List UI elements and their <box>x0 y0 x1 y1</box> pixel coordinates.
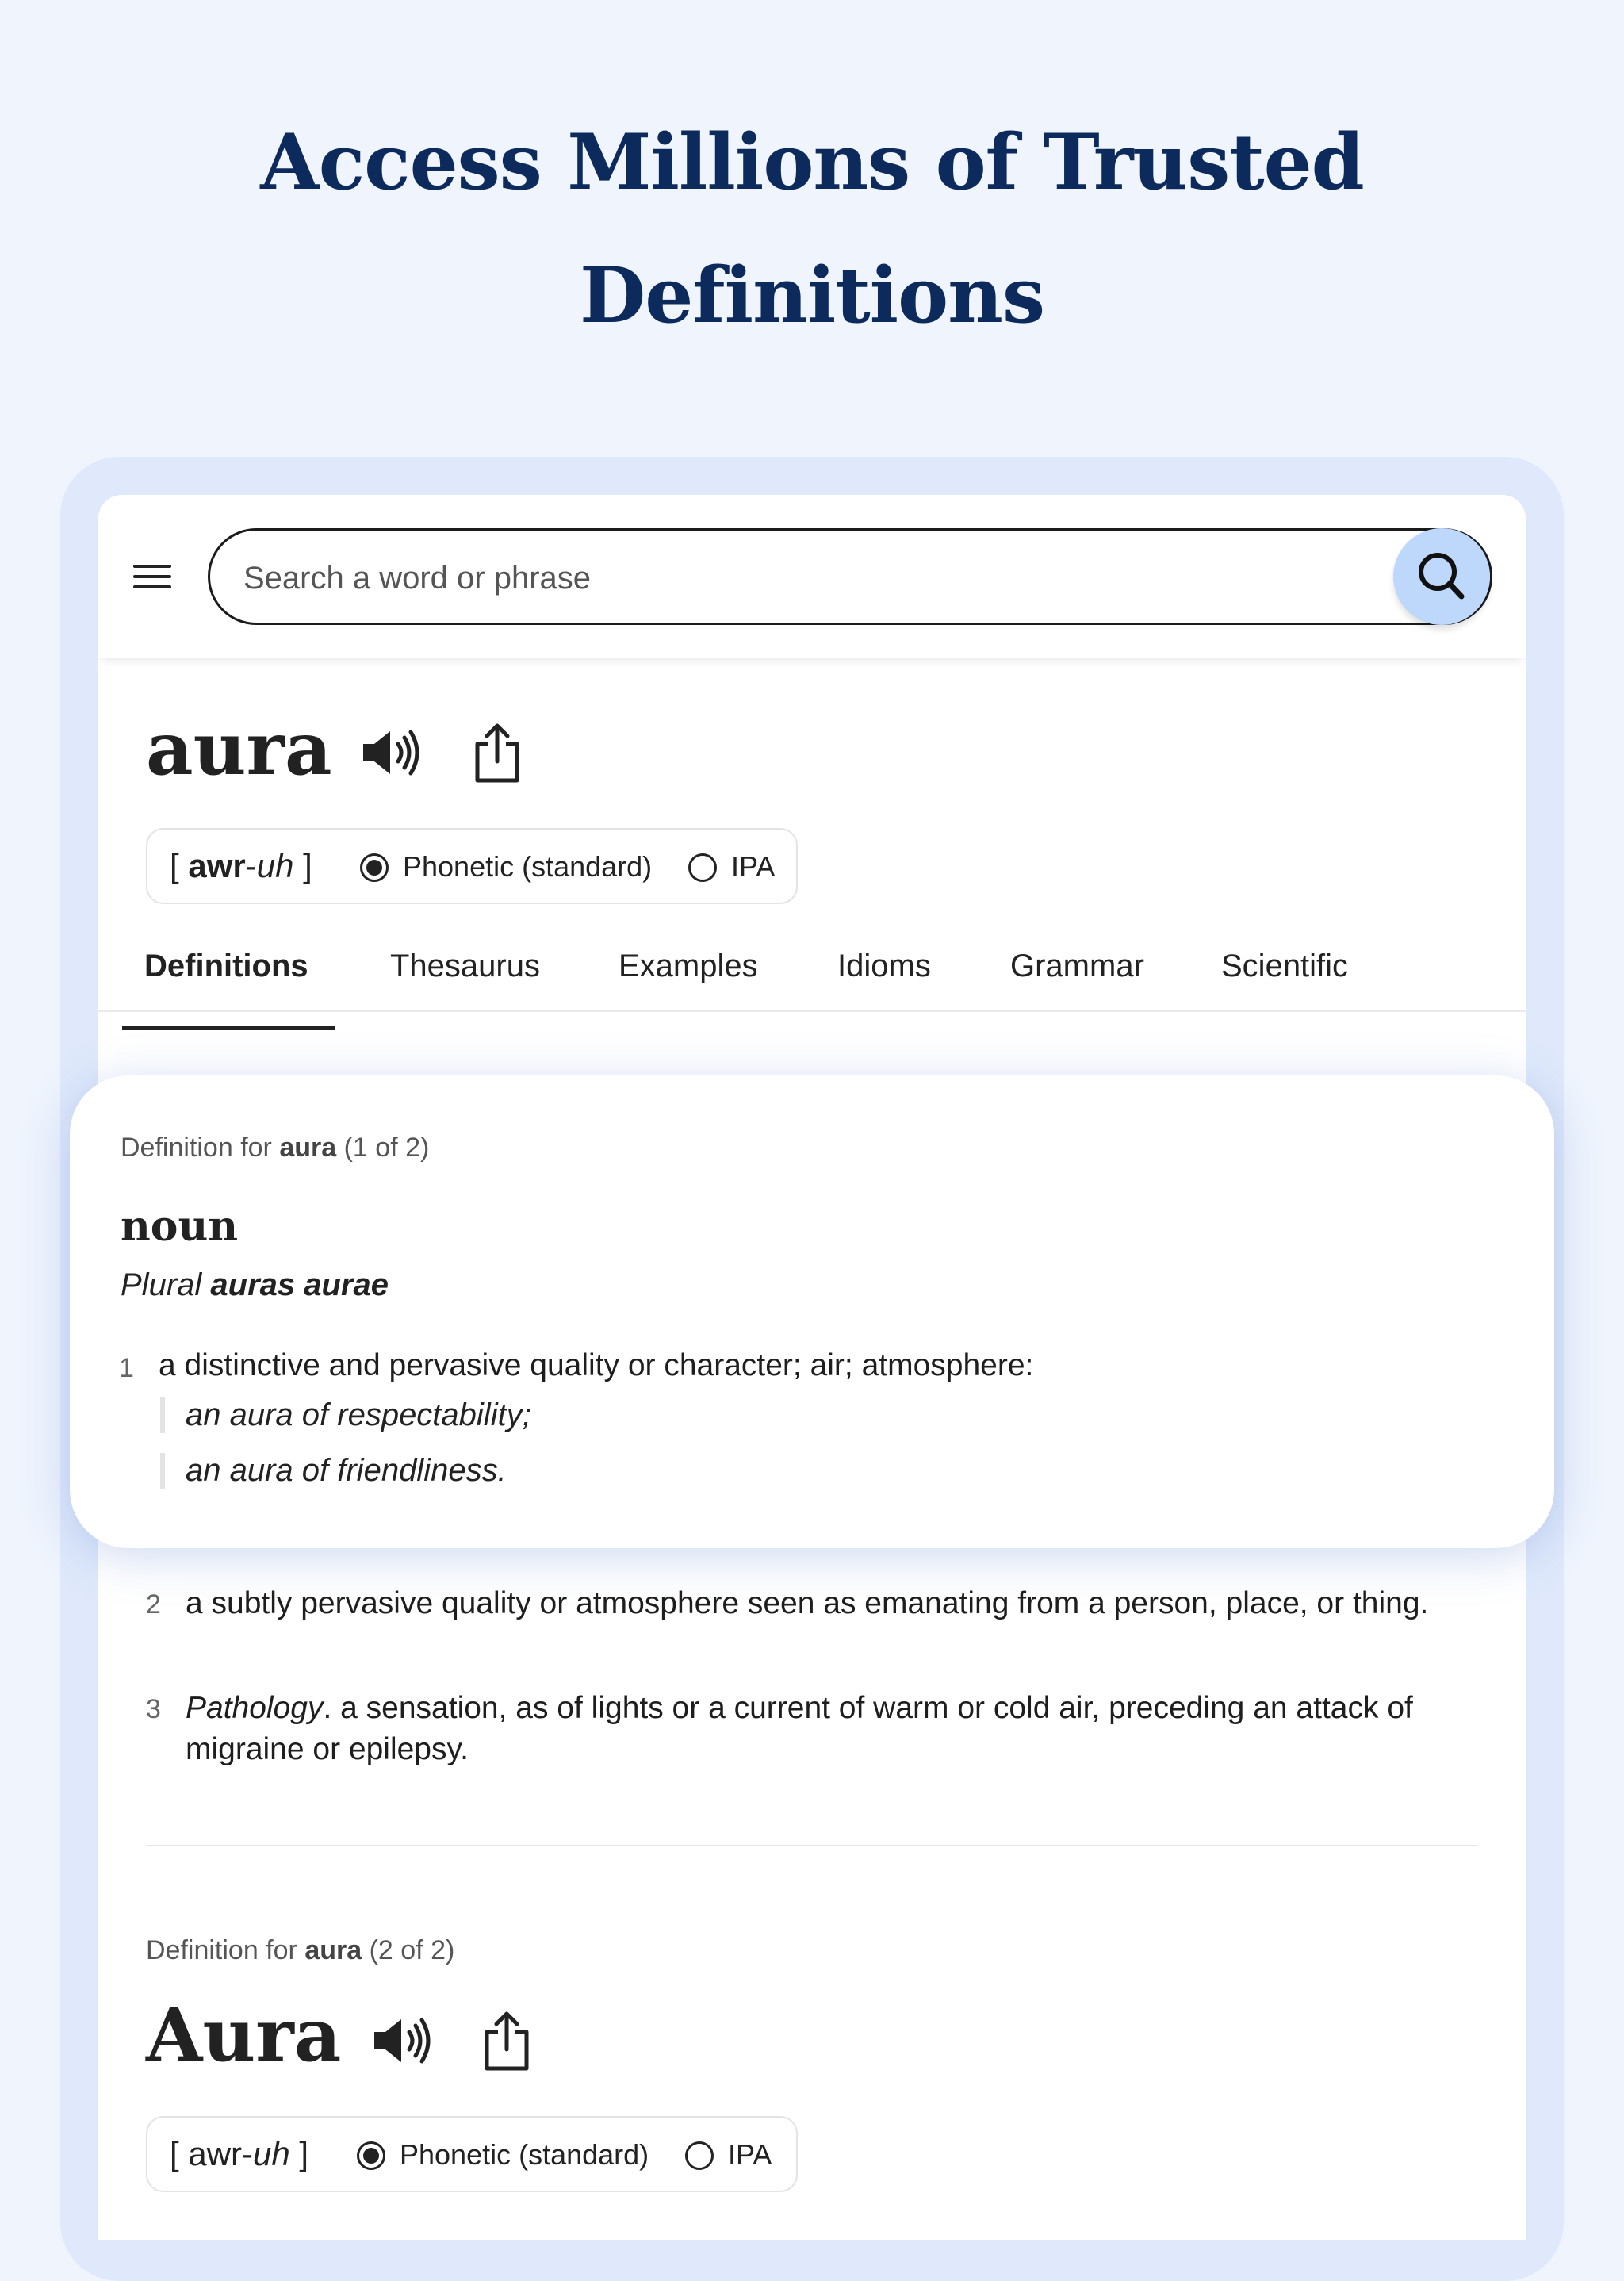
definition-card <box>70 1075 1554 1548</box>
search-bar <box>208 528 1492 625</box>
pronunciation: [ awr-uh ] <box>170 2135 309 2172</box>
search-input[interactable] <box>242 553 1355 604</box>
definition-label-1: Definition for aura (1 of 2) <box>121 1133 430 1163</box>
radio-phonetic[interactable] <box>360 853 389 882</box>
radio-ipa[interactable] <box>688 853 717 882</box>
active-tab-indicator <box>122 1026 335 1030</box>
share-icon[interactable] <box>471 722 523 789</box>
tab-definitions[interactable]: Definitions <box>144 949 308 983</box>
search-button[interactable] <box>1393 528 1490 625</box>
speaker-icon[interactable] <box>371 2013 435 2072</box>
radio-ipa-label[interactable]: IPA <box>731 850 776 883</box>
example-sentence: an aura of respectability; <box>160 1397 531 1433</box>
tab-thesaurus[interactable]: Thesaurus <box>390 949 540 983</box>
plural-forms: Plural auras aurae <box>121 1267 389 1302</box>
sense-number: 2 <box>146 1589 161 1620</box>
example-sentence: an aura of friendliness. <box>160 1453 507 1489</box>
pronunciation-box <box>146 828 798 904</box>
menu-icon[interactable] <box>133 565 171 592</box>
headword-2: Aura <box>146 1992 342 2078</box>
tab-bar <box>98 949 1526 1012</box>
sense-number: 3 <box>146 1694 161 1724</box>
sense-number: 1 <box>119 1353 134 1383</box>
speaker-icon[interactable] <box>360 725 423 784</box>
tab-idioms[interactable]: Idioms <box>837 949 931 983</box>
headline-line-1: Access Millions of Trusted <box>260 117 1364 207</box>
pronunciation: [ awr-uh ] <box>170 847 312 884</box>
tab-scientific[interactable]: Scientific <box>1221 949 1349 983</box>
top-bar <box>98 495 1526 658</box>
tab-grammar[interactable]: Grammar <box>1010 949 1144 983</box>
radio-ipa[interactable] <box>685 2141 714 2170</box>
radio-ipa-label[interactable]: IPA <box>728 2138 772 2171</box>
part-of-speech: noun <box>121 1202 239 1251</box>
radio-phonetic[interactable] <box>357 2141 385 2170</box>
tab-examples[interactable]: Examples <box>619 949 758 983</box>
divider <box>146 1845 1478 1846</box>
share-icon[interactable] <box>481 2010 533 2077</box>
pronunciation-box-2 <box>146 2116 798 2192</box>
sense-text: a subtly pervasive quality or atmosphere seen as emanating from a person, place, or thing. <box>186 1586 1429 1620</box>
sense-text: Pathology. a sensation, as of lights or a current of warm or cold air, preceding an attack of migraine or epilepsy. <box>186 1691 1413 1766</box>
search-icon <box>1393 528 1490 625</box>
radio-phonetic-label[interactable]: Phonetic (standard) <box>400 2138 649 2171</box>
headline-line-2: Definitions <box>579 251 1045 340</box>
sense-text: a distinctive and pervasive quality or character; air; atmosphere: <box>159 1348 1034 1382</box>
radio-phonetic-label[interactable]: Phonetic (standard) <box>403 850 653 883</box>
headword: aura <box>146 706 332 792</box>
definition-label-2: Definition for aura (2 of 2) <box>146 1935 455 1965</box>
